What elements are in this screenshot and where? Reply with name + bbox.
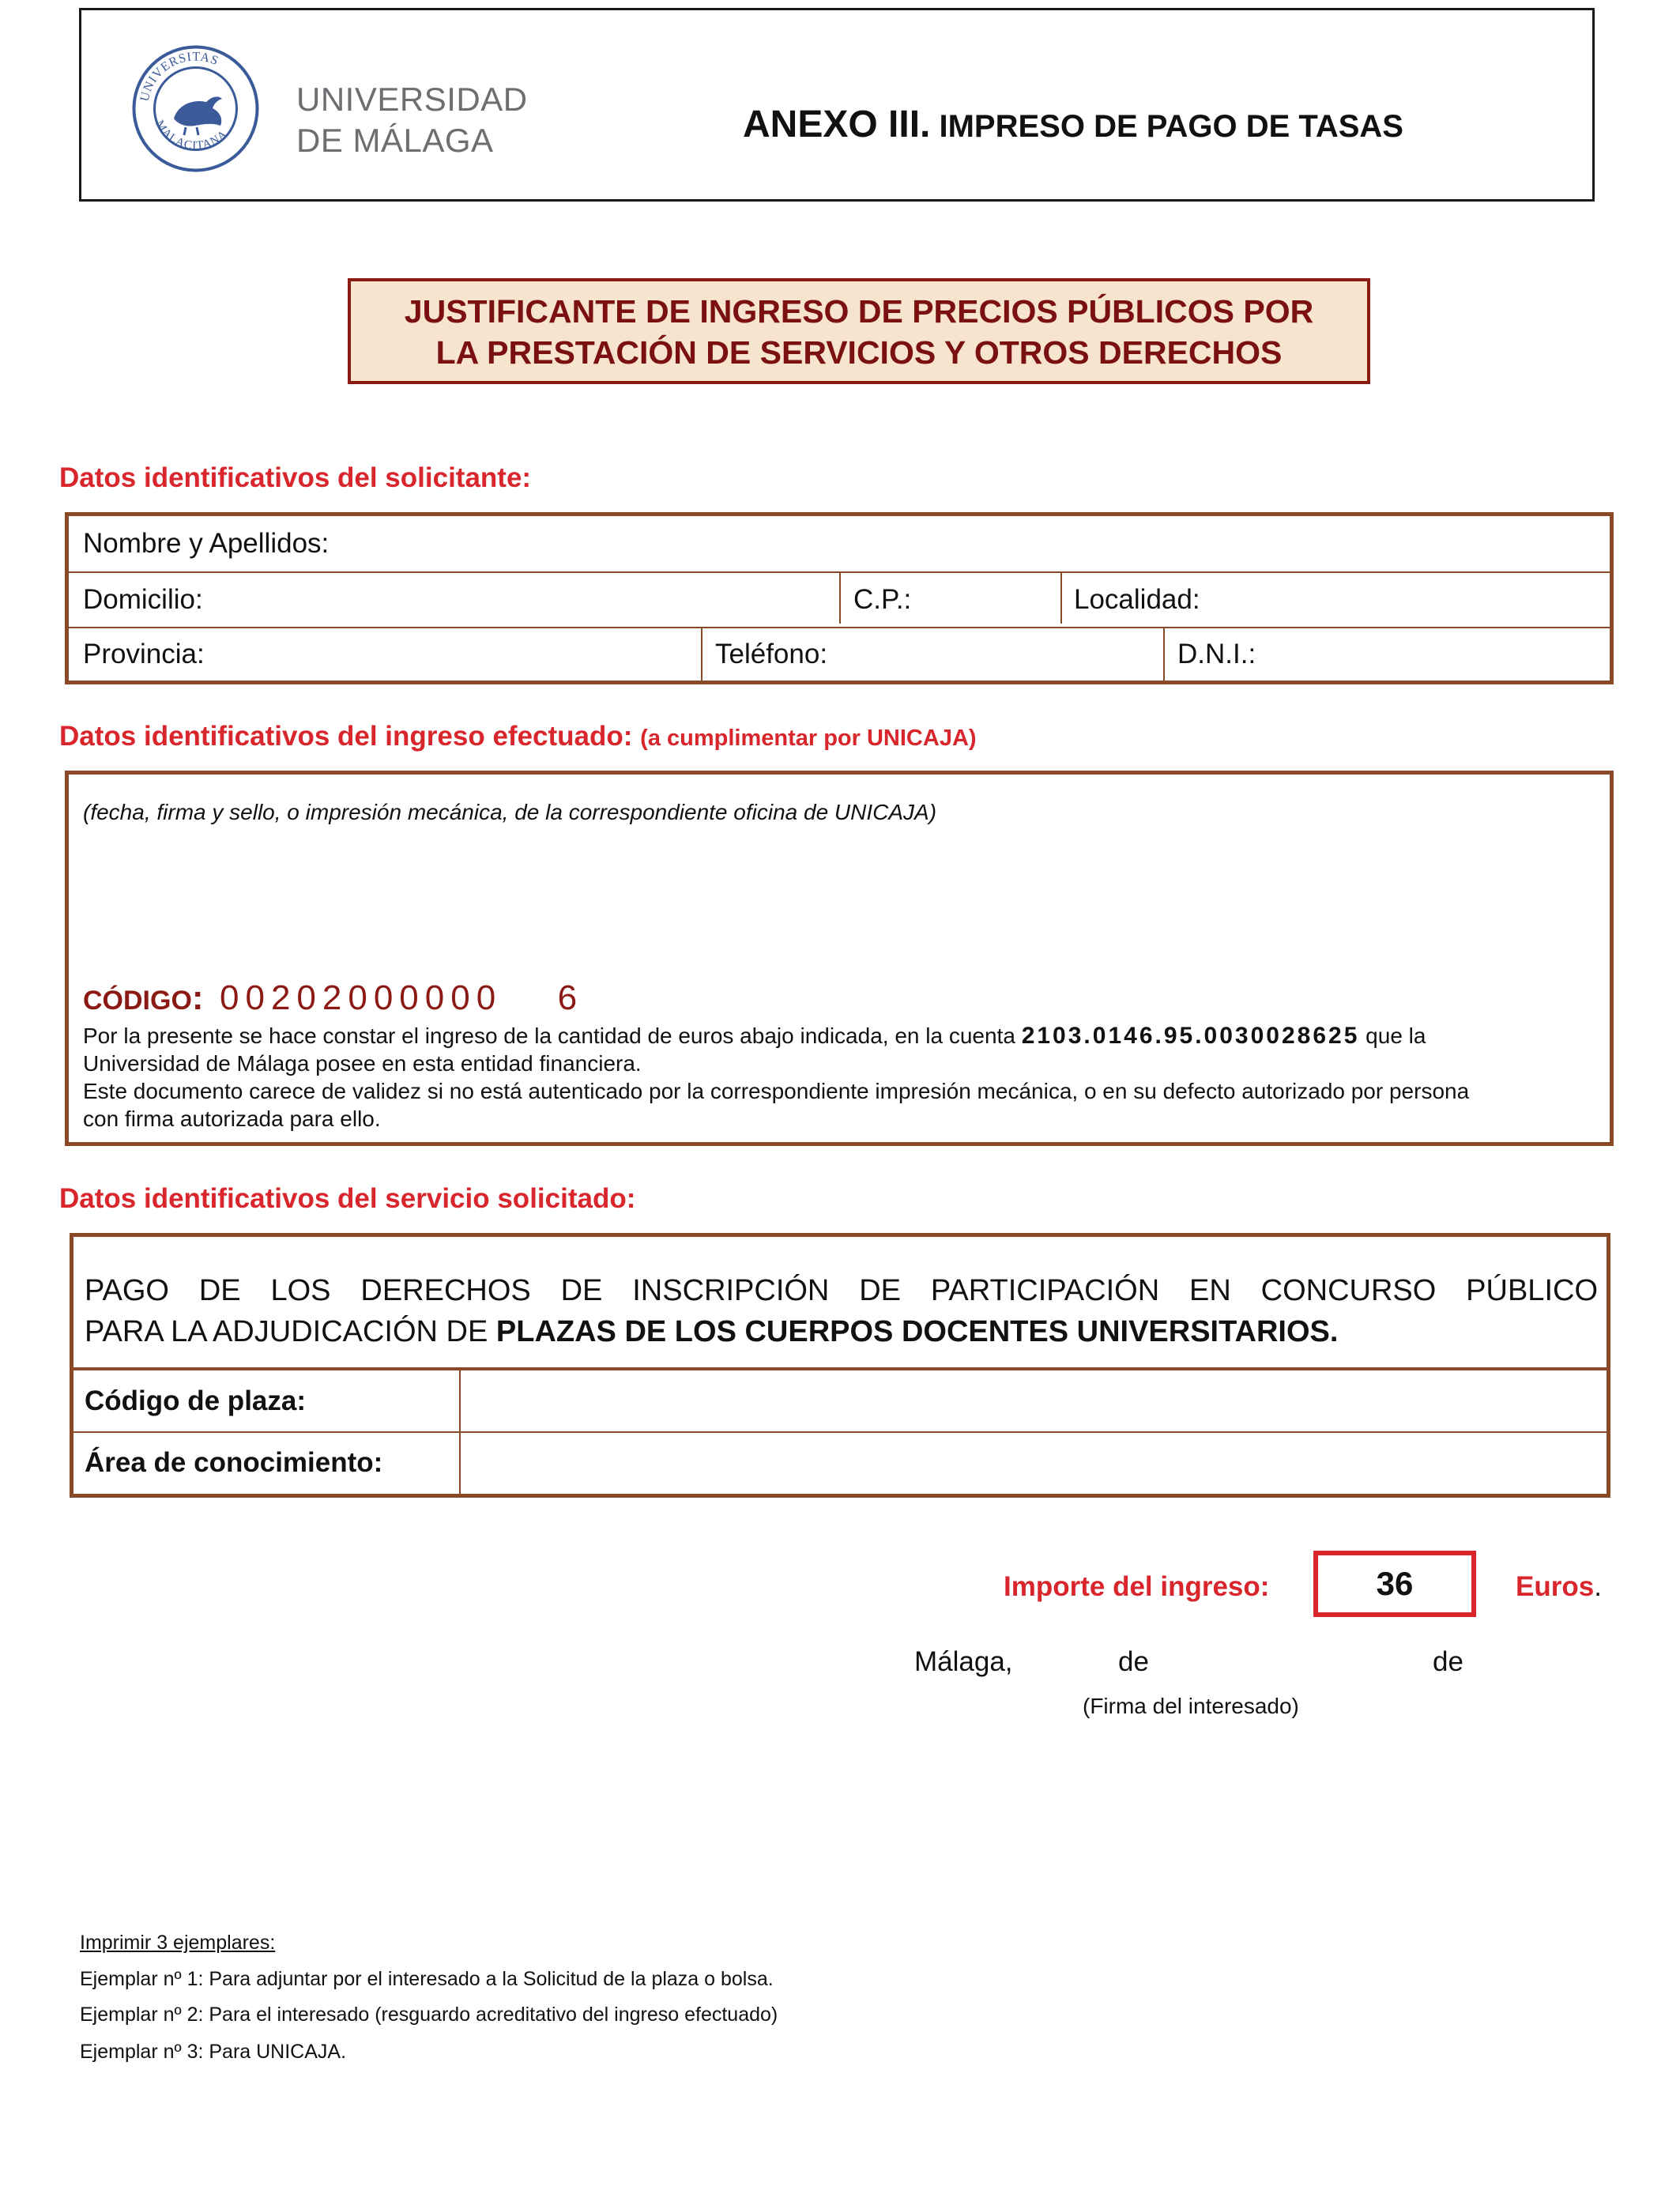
solicitante-table [65,512,1614,684]
firma-de-2: de [1433,1646,1463,1677]
codigo-label: CÓDIGO [83,986,192,1016]
solicitante-heading: Datos identificativos del solicitante: [59,462,532,493]
ingreso-heading [59,721,977,752]
annex-title [743,103,1403,146]
importe-label: Importe del ingreso: [1004,1571,1270,1602]
cp-field[interactable]: C.P.: [853,584,912,615]
annex-title-rest: IMPRESO DE PAGO DE TASAS [939,109,1403,144]
ingreso-text1-pre: Por la presente se hace constar el ingreso de la cantidad de euros abajo indicada, en la cuenta [83,1023,1015,1048]
col-divider [701,628,703,680]
justificante-title-line1: JUSTIFICANTE DE INGRESO DE PRECIOS PÚBLICOS POR [404,293,1314,330]
firma-city: Málaga, [914,1646,1013,1677]
localidad-field[interactable]: Localidad: [1074,584,1200,615]
importe-currency [1516,1571,1602,1603]
importe-currency-label: Euros [1516,1571,1595,1602]
codigo-line [83,978,577,1018]
svg-text:MALACITANA: MALACITANA [153,118,231,153]
ingreso-note: (fecha, firma y sello, o impresión mecánica, de la correspondiente oficina de UNICAJA) [83,800,937,824]
footer-item: Ejemplar nº 1: Para adjuntar por el interesado a la Solicitud de la plaza o bolsa. [80,1968,774,1990]
domicilio-field[interactable]: Domicilio: [83,584,203,615]
importe-currency-dot: . [1594,1571,1602,1602]
col-divider [1060,571,1062,624]
provincia-field[interactable]: Provincia: [83,639,205,669]
svg-text:UNIVERSITAS: UNIVERSITAS [137,50,221,103]
university-name [296,79,528,161]
servicio-desc-line2-bold: PLAZAS DE LOS CUERPOS DOCENTES UNIVERSITARIOS. [495,1315,1339,1348]
servicio-desc-line2-pre: PARA LA ADJUDICACIÓN DE [85,1315,488,1348]
codigo-colon: : [191,978,204,1017]
codigo-check-digit: 6 [557,978,578,1017]
account-number: 2103.0146.95.0030028625 [1021,1023,1360,1049]
justificante-title-line2: LA PRESTACIÓN DE SERVICIOS Y OTROS DERECHOS [435,334,1283,371]
ingreso-box [65,771,1614,1146]
firma-caption: (Firma del interesado) [1083,1694,1299,1718]
justificante-title-box [348,278,1370,384]
codigo-plaza-field[interactable] [462,1370,1607,1430]
row-divider [69,627,1610,628]
nombre-field[interactable]: Nombre y Apellidos: [83,528,330,559]
ingreso-text3: Este documento carece de validez si no está autenticado por la correspondiente impresión mecánica, o en su defecto autorizado por persona [83,1079,1470,1103]
servicio-table [70,1233,1610,1498]
ingreso-legal-text [83,1022,1600,1133]
ingreso-heading-main: Datos identificativos del ingreso efectuado: [59,721,633,752]
codigo-value: 00202000000 [220,978,503,1017]
servicio-description [85,1270,1598,1352]
area-field[interactable] [462,1433,1607,1494]
codigo-plaza-label: Código de plaza: [85,1385,306,1416]
footer-item: Ejemplar nº 3: Para UNICAJA. [80,2041,347,2063]
telefono-field[interactable]: Teléfono: [715,639,828,669]
col-divider [1163,628,1165,680]
servicio-desc-line1: PAGO DE LOS DERECHOS DE INSCRIPCIÓN DE PARTICIPACIÓN EN CONCURSO PÚBLICO [85,1274,1598,1307]
university-name-line1: UNIVERSIDAD [296,81,528,118]
col-divider [459,1369,461,1494]
ingreso-text2: Universidad de Málaga posee en esta entidad financiera. [83,1051,642,1076]
ingreso-text4: con firma autorizada para ello. [83,1106,381,1131]
firma-de-1: de [1118,1646,1149,1677]
footer-title: Imprimir 3 ejemplares: [80,1932,276,1954]
col-divider [839,571,841,624]
ingreso-text1-post: que la [1365,1023,1426,1048]
footer-item: Ejemplar nº 2: Para el interesado (resguardo acreditativo del ingreso efectuado) [80,2004,778,2026]
university-seal-logo [130,43,261,174]
dni-field[interactable]: D.N.I.: [1177,639,1256,669]
importe-amount-box: 36 [1313,1551,1476,1617]
annex-title-lead: ANEXO III. [743,104,931,145]
university-name-line2: DE MÁLAGA [296,122,494,159]
servicio-heading: Datos identificativos del servicio solicitado: [59,1183,636,1214]
ingreso-heading-sub: (a cumplimentar por UNICAJA) [640,726,977,751]
area-label: Área de conocimiento: [85,1447,383,1478]
